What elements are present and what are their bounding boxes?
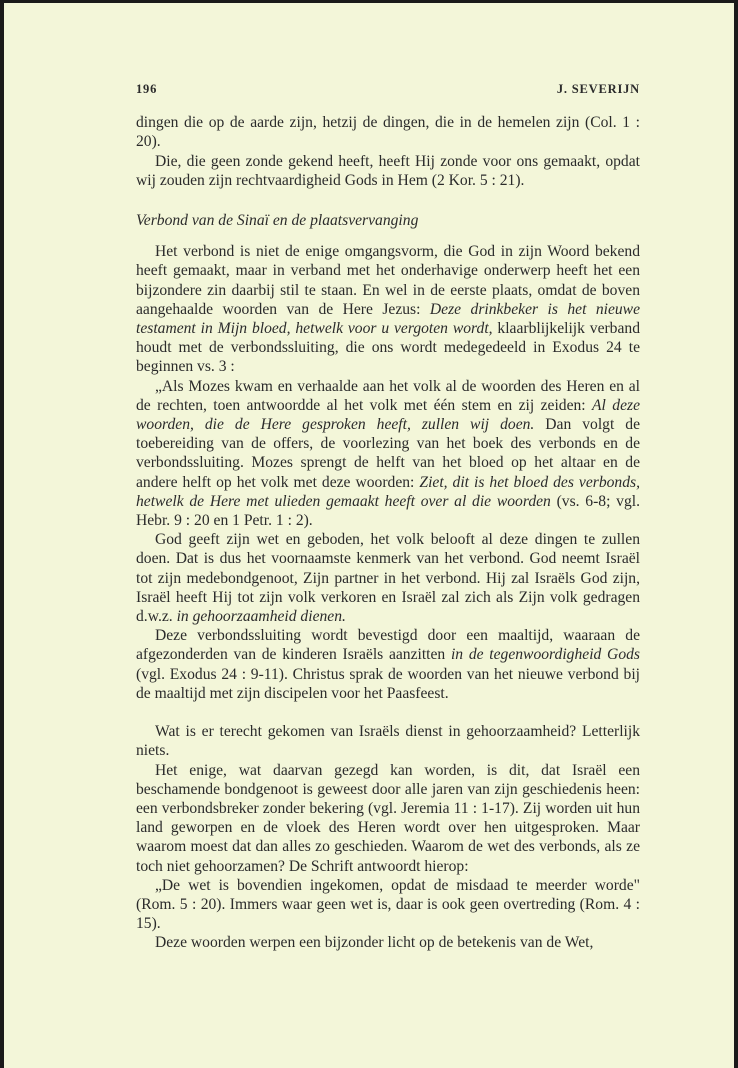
- paragraph-2: Die, die geen zonde gekend heeft, heeft Hij zonde voor ons gemaakt, opdat wij zouden zijn rechtvaardigheid Gods in Hem (2 Kor. 5 : 21).: [136, 152, 640, 189]
- scan-edge-top: [0, 0, 738, 3]
- quote-italic: Ziet, dit is het bloed des verbonds, hetwelk de Here met ulieden gemaakt heeft over al die woorden: [136, 473, 640, 510]
- quote-italic: in gehoorzaamheid dienen.: [176, 608, 346, 626]
- page-body: [136, 80, 640, 953]
- paragraph-7: Wat is er terecht gekomen van Israëls dienst in gehoorzaamheid? Letterlijk niets.: [136, 723, 640, 760]
- scan-edge-left: [0, 0, 4, 1068]
- paragraph-6: Deze verbondssluiting wordt bevestigd door een maaltijd, waaraan de afgezonderden van de kinderen Israëls aanzitten in de tegenwoordigheid Gods (vgl. Exodus 24 : 9-11). Christus sprak de woorden van het nieuwe verbond bij de maaltijd met zijn discipelen voor het Paasfeest.: [136, 627, 640, 702]
- quote-italic: Deze drinkbeker is het nieuwe testament in Mijn bloed, hetwelk voor u vergoten wordt,: [136, 300, 641, 338]
- page-number: 196: [136, 82, 158, 96]
- scan-edge-right: [734, 0, 738, 1068]
- running-title: J. SEVERIJN: [556, 82, 640, 96]
- paragraph-4: „Als Mozes kwam en verhaalde aan het volk al de woorden des Heren en al de rechten, toen antwoordde al het volk met één stem en zij zeiden: Al deze woorden, die de Here gesproken heeft, zullen wij doen. Dan volgt de toebereiding van de offers, de voorlezing van het boek des verbonds en de verbondssluiting. Mozes sprengt de helft van het bloed op het altaar en de andere helft op het volk met deze woorden: Ziet, dit is het bloed des verbonds, hetwelk de Here met ulieden gemaakt heeft over al die woorden (vs. 6-8; vgl. Hebr. 9 : 20 en 1 Petr. 1 : 2).: [136, 377, 640, 530]
- quote-italic: in de tegenwoordigheid Gods: [450, 646, 640, 664]
- quote-italic: Al deze woorden, die de Here gesproken heeft, zullen wij doen.: [136, 396, 640, 434]
- paragraph-1: dingen die op de aarde zijn, hetzij de dingen, die in de hemelen zijn (Col. 1 : 20).: [136, 114, 640, 151]
- paragraph-5: God geeft zijn wet en geboden, het volk belooft al deze dingen te zullen doen. Dat is dus het voornaamste kenmerk van het verbond. God neemt Israël tot zijn medebondgenoot, Zijn partner in het verbond. Hij zal Israëls God zijn, Israël heeft Hij tot zijn volk verkoren en Israël zal zich als Zijn volk gedragen d.w.z. in gehoorzaamheid dienen.: [136, 531, 640, 626]
- paragraph-9: „De wet is bovendien ingekomen, opdat de misdaad te meerder worde" (Rom. 5 : 20). Immers waar geen wet is, daar is ook geen overtreding (Rom. 4 : 15).: [136, 876, 640, 933]
- paragraph-3: Het verbond is niet de enige omgangsvorm, die God in zijn Woord bekend heeft gemaakt, maar in verband met het onderhavige onderwerp heeft het een bijzondere zin daarbij stil te staan. En wel in de eerste plaats, omdat de boven aangehaalde woorden van de Here Jezus: Deze drinkbeker is het nieuwe testament in Mijn bloed, hetwelk voor u vergoten wordt, klaarblijkelijk verband houdt met de verbondssluiting, die ons wordt medegedeeld in Exodus 24 te beginnen vs. 3 :: [136, 243, 641, 376]
- section-heading: Verbond van de Sinaï en de plaatsvervanging: [136, 212, 419, 230]
- paragraph-10: Deze woorden werpen een bijzonder licht op de betekenis van de Wet,: [155, 934, 594, 952]
- paragraph-8: Het enige, wat daarvan gezegd kan worden, is dit, dat Israël een beschamende bondgenoot is geweest door alle jaren van zijn geschiedenis heen: een verbondsbreker zonder bekering (vgl. Jeremia 11 : 1-17). Zij worden uit hun land geworpen en de vloek des Heren wordt over hen uitgesproken. Maar waarom moest dat dan alles zo geschieden. Waarom de wet des verbonds, als ze toch niet gehoorzamen? De Schrift antwoordt hierop:: [136, 761, 640, 875]
- running-header: [136, 80, 640, 99]
